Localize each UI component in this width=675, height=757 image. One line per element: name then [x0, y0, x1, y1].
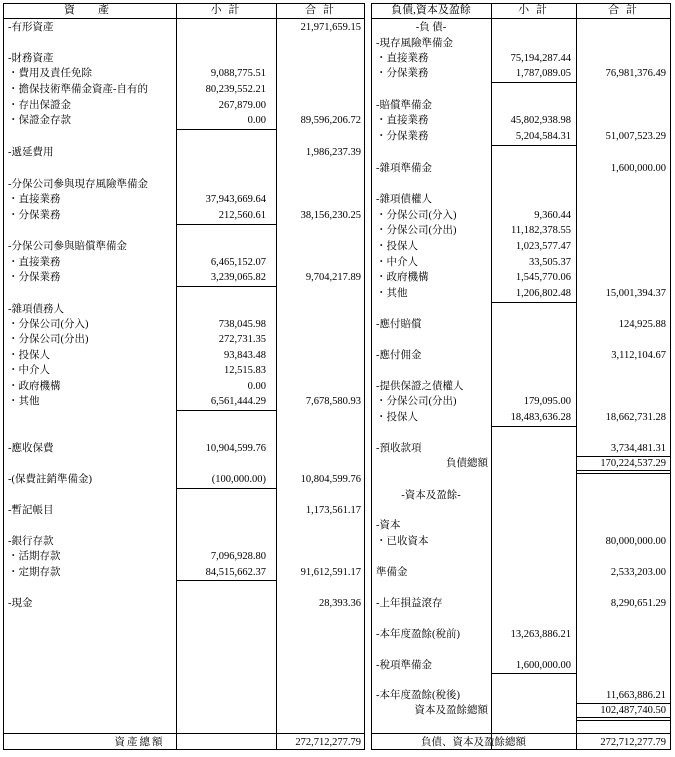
asset-label: ・分保公司(分出) — [8, 334, 89, 345]
asset-total: 7,678,580.93 — [305, 396, 361, 407]
subtotal-underline — [176, 286, 276, 287]
liab-label: -稅項準備金 — [376, 660, 432, 671]
liab-total: 2,533,203.00 — [610, 567, 666, 578]
liab-total: 1,600,000.00 — [610, 163, 666, 174]
header-liab-total: 合 計 — [608, 4, 639, 16]
subtotal-underline — [176, 410, 276, 411]
liab-label: ・分保公司(分出) — [376, 396, 457, 407]
balance-sheet — [3, 3, 671, 753]
asset-label: -(保費註銷準備金) — [8, 474, 92, 485]
asset-label: ・費用及責任免除 — [8, 68, 92, 79]
liab-label: -應付佣金 — [376, 350, 422, 361]
asset-label: ・活期存款 — [8, 551, 61, 562]
liab-label: ・分保業務 — [376, 131, 429, 142]
subtotal-underline — [176, 224, 276, 225]
asset-subtotal: 9,088,775.51 — [210, 68, 266, 79]
liab-subtotal: 33,505.37 — [529, 257, 571, 268]
liab-subtotal: 18,483,636.28 — [510, 412, 571, 423]
asset-subtotal: 0.00 — [247, 381, 266, 392]
subtotal-underline — [491, 302, 576, 303]
asset-label: -遞延費用 — [8, 147, 54, 158]
asset-total: 89,596,206.72 — [300, 115, 361, 126]
asset-subtotal: 212,560.61 — [218, 210, 266, 221]
liab-total: 51,007,523.29 — [605, 131, 666, 142]
asset-label: ・政府機構 — [8, 381, 61, 392]
liab-label: -資本及盈餘- — [401, 490, 461, 501]
header-liabilities: 負債,資本及盈餘 — [391, 4, 471, 16]
liab-grand-total: 170,224,537.29 — [600, 458, 666, 469]
liab-label: -上年損益滾存 — [376, 598, 443, 609]
asset-label: -雜項債務人 — [8, 304, 64, 315]
liab-total: 3,112,104.67 — [611, 350, 666, 361]
assets-grand-total: 272,712,277.79 — [295, 737, 361, 748]
asset-label: -銀行存款 — [8, 536, 54, 547]
liab-subtotal: 1,206,802.48 — [515, 288, 571, 299]
liab-label: -預收款項 — [376, 443, 422, 454]
subtotal-underline — [176, 129, 276, 130]
asset-total: 10,804,599.76 — [300, 474, 361, 485]
liab-subtotal: 1,600,000.00 — [515, 660, 571, 671]
liab-label: -賠償準備金 — [376, 100, 432, 111]
liab-subtotal: 1,787,089.05 — [515, 68, 571, 79]
subtotal-underline — [491, 82, 576, 83]
header-rule — [371, 18, 671, 19]
liab-label: -提供保證之債權人 — [376, 381, 464, 392]
liab-label: -本年度盈餘(稅前) — [376, 629, 460, 640]
asset-subtotal: 0.00 — [247, 115, 266, 126]
liab-subtotal: 45,802,938.98 — [510, 115, 571, 126]
liab-subtotal: 1,545,770.06 — [515, 272, 571, 283]
liab-total: 8,290,651.29 — [610, 598, 666, 609]
subtotal-underline — [491, 145, 576, 146]
asset-total: 28,393.36 — [319, 598, 361, 609]
divider — [576, 3, 577, 750]
asset-label: ・定期存款 — [8, 567, 61, 578]
asset-subtotal: 37,943,669.64 — [205, 194, 266, 205]
liab-label: -資本 — [376, 520, 401, 531]
liab-total-label: 負債總額 — [446, 458, 488, 469]
asset-label: -有形資產 — [8, 22, 54, 33]
asset-label: -分保公司參與現存風險準備金 — [8, 179, 148, 190]
liab-subtotal: 11,182,378.55 — [511, 225, 571, 236]
asset-label: -現金 — [8, 598, 33, 609]
total-double-underline — [576, 717, 671, 721]
asset-subtotal: 272,731.35 — [218, 334, 266, 345]
header-liab-subtotal: 小 計 — [518, 4, 549, 16]
subtotal-underline — [491, 673, 576, 674]
total-double-underline — [576, 470, 671, 474]
liab-label: ・其他 — [376, 288, 408, 299]
assets-total-label: 資產總額 — [114, 737, 165, 748]
asset-subtotal: 93,843.48 — [224, 350, 266, 361]
liab-label: ・已收資本 — [376, 536, 429, 547]
asset-subtotal: 12,515.83 — [224, 365, 266, 376]
footer-rule — [371, 733, 671, 734]
liab-subtotal: 75,194,287.44 — [510, 53, 571, 64]
header-assets-subtotal: 小 計 — [210, 4, 242, 16]
liab-label: ・直接業務 — [376, 53, 429, 64]
asset-label: -財務資產 — [8, 53, 54, 64]
asset-subtotal: 3,239,065.82 — [210, 272, 266, 283]
liab-total: 15,001,394.37 — [605, 288, 666, 299]
liab-subtotal: 1,023,577.47 — [515, 241, 571, 252]
liab-label: -負 債- — [415, 22, 447, 33]
asset-subtotal: 10,904,599.76 — [205, 443, 266, 454]
asset-label: ・中介人 — [8, 365, 50, 376]
liab-label: ・分保公司(分出) — [376, 225, 457, 236]
asset-total: 1,986,237.39 — [305, 147, 361, 158]
subtotal-underline — [176, 488, 276, 489]
liab-total: 18,662,731.28 — [605, 412, 666, 423]
asset-subtotal: 6,561,444.29 — [210, 396, 266, 407]
asset-subtotal: (100,000.00) — [211, 474, 266, 485]
liab-total: 11,663,886.21 — [606, 690, 666, 701]
asset-label: ・其他 — [8, 396, 40, 407]
liab-label: ・政府機構 — [376, 272, 429, 283]
capital-total-label: 資本及盈餘總額 — [414, 705, 488, 716]
asset-label: ・分保業務 — [8, 272, 61, 283]
liab-total: 124,925.88 — [618, 319, 666, 330]
asset-label: -分保公司參與賠償準備金 — [8, 241, 127, 252]
liab-subtotal: 5,204,584.31 — [515, 131, 571, 142]
asset-subtotal: 7,096,928.80 — [210, 551, 266, 562]
asset-subtotal: 267,879.00 — [218, 100, 266, 111]
asset-total: 21,971,659.15 — [300, 22, 361, 33]
liab-label: ・投保人 — [376, 241, 418, 252]
capital-grand-total: 102,487,740.50 — [600, 705, 666, 716]
liab-label: -本年度盈餘(稅後) — [376, 690, 460, 701]
liab-total: 3,734,481.31 — [610, 443, 666, 454]
asset-total: 38,156,230.25 — [300, 210, 361, 221]
asset-label: ・直接業務 — [8, 194, 61, 205]
asset-label: ・直接業務 — [8, 257, 61, 268]
liab-label: ・分保公司(分入) — [376, 210, 457, 221]
asset-label: -暫記帳目 — [8, 505, 54, 516]
liab-label: ・分保業務 — [376, 68, 429, 79]
header-assets: 資 產 — [64, 4, 115, 16]
divider — [491, 3, 492, 750]
header-assets-total: 合 計 — [305, 4, 336, 16]
liab-label: ・中介人 — [376, 257, 418, 268]
asset-label: ・分保業務 — [8, 210, 61, 221]
asset-label: ・擔保技術準備金資產-自有的 — [8, 84, 148, 95]
liab-total: 80,000,000.00 — [605, 536, 666, 547]
liab-label: -應付賠償 — [376, 319, 422, 330]
asset-label: ・保證金存款 — [8, 115, 71, 126]
subtotal-underline — [176, 580, 276, 581]
asset-label: ・分保公司(分入) — [8, 319, 89, 330]
asset-label: ・投保人 — [8, 350, 50, 361]
liab-capital-total-label: 負債、資本及盈餘總額 — [421, 737, 526, 748]
liab-label: ・直接業務 — [376, 115, 429, 126]
asset-subtotal: 84,515,662.37 — [205, 567, 266, 578]
divider — [176, 3, 177, 750]
liab-label: 準備金 — [376, 567, 408, 578]
asset-total: 1,173,561.17 — [305, 505, 361, 516]
liab-subtotal: 13,263,886.21 — [510, 629, 571, 640]
liab-label: -雜項準備金 — [376, 163, 432, 174]
asset-total: 9,704,217.89 — [305, 272, 361, 283]
footer-rule — [3, 733, 365, 734]
liab-capital-grand-total: 272,712,277.79 — [600, 737, 666, 748]
asset-total: 91,612,591.17 — [300, 567, 361, 578]
asset-label: -應收保費 — [8, 443, 54, 454]
liab-label: ・投保人 — [376, 412, 418, 423]
header-rule — [3, 18, 365, 19]
divider — [276, 3, 277, 750]
asset-subtotal: 6,465,152.07 — [210, 257, 266, 268]
liab-subtotal: 9,360.44 — [534, 210, 571, 221]
liab-subtotal: 179,095.00 — [523, 396, 571, 407]
subtotal-underline — [491, 426, 576, 427]
liab-label: -現存風險準備金 — [376, 38, 453, 49]
asset-subtotal: 80,239,552.21 — [205, 84, 266, 95]
asset-label: ・存出保證金 — [8, 100, 71, 111]
asset-subtotal: 738,045.98 — [218, 319, 266, 330]
liab-label: -雜項債權人 — [376, 194, 432, 205]
liab-total: 76,981,376.49 — [605, 68, 666, 79]
